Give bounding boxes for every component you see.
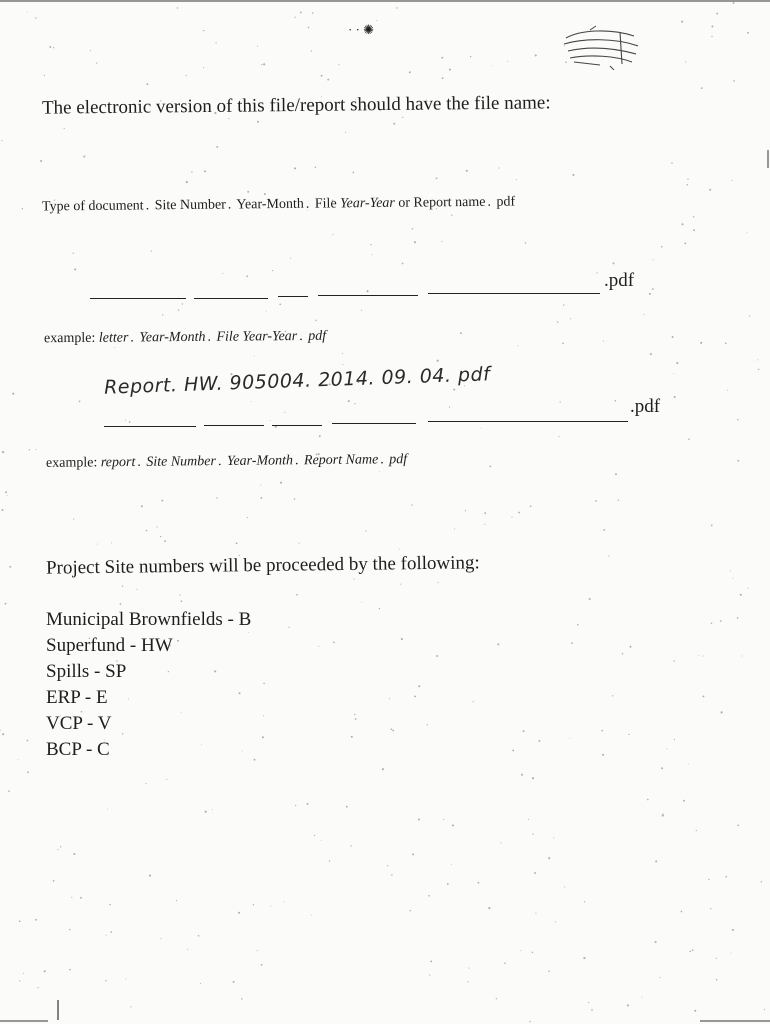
example-2-label: example: bbox=[45, 455, 98, 471]
example-1-part: File Year-Year bbox=[216, 329, 298, 345]
example-2-part: Year-Month bbox=[226, 453, 294, 469]
filename-suffix-2: .pdf bbox=[630, 396, 661, 417]
prefix-item: Superfund - HW bbox=[46, 635, 173, 656]
format-site-number: Site Number bbox=[154, 197, 226, 214]
format-type: Type of document bbox=[41, 198, 144, 215]
prefix-item: ERP - E bbox=[46, 687, 108, 708]
received-stamp-icon bbox=[560, 24, 642, 70]
prefix-item: BCP - C bbox=[46, 739, 110, 760]
prefix-list bbox=[46, 607, 251, 763]
example-1-part: Year-Month bbox=[139, 329, 206, 346]
example-2-part: report bbox=[100, 454, 136, 471]
example-1-label: example: bbox=[43, 330, 96, 347]
example-2-part: Report Name bbox=[303, 452, 379, 469]
format-file: File bbox=[314, 196, 337, 212]
example-1: example: letter . Year-Month . File Year-Year . pdf bbox=[43, 328, 327, 347]
example-1-part: letter bbox=[98, 330, 129, 346]
format-year-year: Year-Year bbox=[340, 195, 395, 212]
prefix-item: Municipal Brownfields - B bbox=[46, 609, 252, 630]
handwritten-filename: Report. HW. 905004. 2014. 09. 04. pdf bbox=[103, 363, 491, 399]
example-2: example: report . Site Number . Year-Month . Report Name . pdf bbox=[45, 452, 408, 471]
prefix-item: Spills - SP bbox=[46, 661, 127, 682]
format-year-month: Year-Month bbox=[236, 196, 304, 213]
example-2-part: pdf bbox=[389, 452, 408, 468]
format-pdf: pdf bbox=[496, 194, 516, 210]
format-report-name: Report name bbox=[413, 194, 486, 211]
filename-suffix-1: .pdf bbox=[604, 270, 635, 291]
prefix-item: VCP - V bbox=[46, 713, 112, 734]
example-2-part: Site Number bbox=[146, 454, 216, 470]
scan-mark: · · ✺ bbox=[348, 22, 375, 37]
format-template: Type of document . Site Number . Year-Month . File Year-Year or Report name . pdf bbox=[41, 194, 516, 215]
format-or: or bbox=[398, 195, 411, 211]
prefix-heading: Project Site numbers will be proceeded by the following: bbox=[45, 552, 480, 579]
page-heading: The electronic version of this file/report should have the file name: bbox=[41, 92, 551, 119]
example-1-part: pdf bbox=[308, 328, 327, 344]
